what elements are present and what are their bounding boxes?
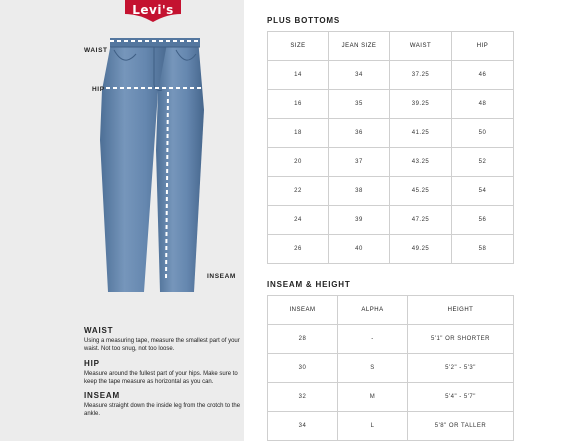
cell-hip: 54 [452,177,514,206]
cell-size: 26 [268,235,329,264]
logo-text: Levi's [132,3,174,17]
table-header-row [268,32,514,61]
header-jean-size: JEAN SIZE [329,32,390,61]
cell-hip: 46 [452,61,514,90]
cell-waist: 37.25 [390,61,452,90]
guide-inseam-text: Measure straight down the inside leg from the crotch to the ankle. [84,403,241,417]
header-hip: HIP [452,32,514,61]
table-row [268,148,514,177]
cell-hip: 52 [452,148,514,177]
cell-size: 18 [268,119,329,148]
cell-waist: 49.25 [390,235,452,264]
guide-waist [84,327,244,353]
cell-size: 24 [268,206,329,235]
cell-jean-size: 34 [329,61,390,90]
cell-waist: 47.25 [390,206,452,235]
jeans-label-hip: HIP [92,86,105,93]
table-row [268,235,514,264]
table-row [268,325,514,354]
cell-jean-size: 38 [329,177,390,206]
header-alpha: ALPHA [338,296,408,325]
cell-alpha: - [338,325,408,354]
cell-jean-size: 39 [329,206,390,235]
cell-hip: 58 [452,235,514,264]
table-row [268,206,514,235]
cell-height: 5'4" - 5'7" [408,383,514,412]
guide-waist-title: WAIST [84,326,114,335]
levis-logo [125,0,181,22]
header-size: SIZE [268,32,329,61]
guide-inseam-title: INSEAM [84,391,120,400]
cell-waist: 39.25 [390,90,452,119]
cell-waist: 43.25 [390,148,452,177]
cell-hip: 48 [452,90,514,119]
table-row [268,412,514,441]
cell-inseam: 28 [268,325,338,354]
table-row [268,177,514,206]
cell-height: 5'2" - 5'3" [408,354,514,383]
cell-height: 5'8" OR TALLER [408,412,514,441]
guide-inseam [84,392,244,418]
table-row [268,90,514,119]
header-inseam: INSEAM [268,296,338,325]
table-header-row [268,296,514,325]
cell-jean-size: 40 [329,235,390,264]
cell-alpha: L [338,412,408,441]
cell-size: 16 [268,90,329,119]
cell-height: 5'1" OR SHORTER [408,325,514,354]
cell-size: 14 [268,61,329,90]
table-row [268,354,514,383]
jeans-label-inseam: INSEAM [207,273,236,280]
inseam-height-table [267,295,514,441]
measurement-panel [0,0,244,441]
cell-hip: 50 [452,119,514,148]
cell-inseam: 32 [268,383,338,412]
cell-jean-size: 36 [329,119,390,148]
cell-inseam: 30 [268,354,338,383]
jeans-label-waist: WAIST [84,47,108,54]
cell-alpha: M [338,383,408,412]
cell-size: 20 [268,148,329,177]
cell-jean-size: 35 [329,90,390,119]
cell-waist: 41.25 [390,119,452,148]
table-row [268,119,514,148]
guide-waist-text: Using a measuring tape, measure the smallest part of your waist. Not too snug, not too loose. [84,338,240,352]
cell-hip: 56 [452,206,514,235]
header-waist: WAIST [390,32,452,61]
cell-alpha: S [338,354,408,383]
guide-hip [84,360,244,386]
cell-jean-size: 37 [329,148,390,177]
plus-bottoms-table [267,31,514,264]
plus-bottoms-title: PLUS BOTTOMS [267,16,341,25]
header-height: HEIGHT [408,296,514,325]
inseam-height-title: INSEAM & HEIGHT [267,280,351,289]
jeans-illustration [70,30,210,292]
table-row [268,383,514,412]
table-row [268,61,514,90]
cell-size: 22 [268,177,329,206]
guide-hip-title: HIP [84,359,100,368]
guide-hip-text: Measure around the fullest part of your hips. Make sure to keep the tape measure as horizontal as you can. [84,371,238,385]
cell-inseam: 34 [268,412,338,441]
cell-waist: 45.25 [390,177,452,206]
